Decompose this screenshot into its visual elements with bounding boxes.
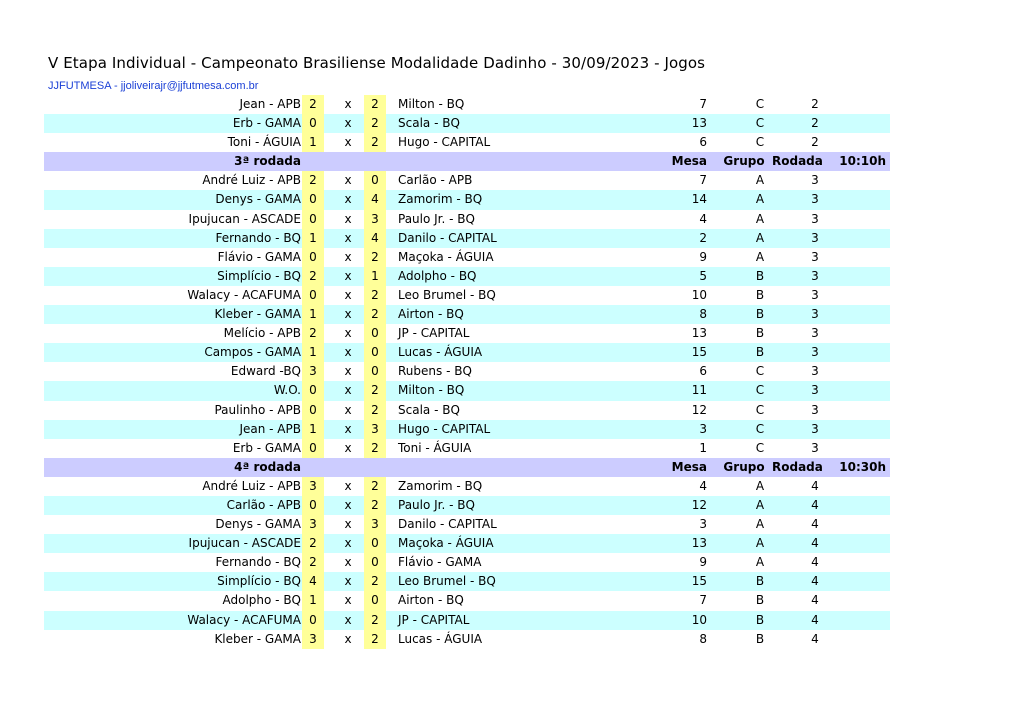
- player1-name: Melício - APB: [223, 326, 301, 341]
- match-row: [44, 133, 890, 152]
- player2-name: Maçoka - ÁGUIA: [398, 536, 494, 551]
- versus-mark: x: [344, 497, 352, 512]
- score1: 2: [302, 171, 324, 190]
- versus-mark: x: [344, 612, 352, 627]
- rodada-number: 3: [811, 230, 819, 245]
- player2-name: Flávio - GAMA: [398, 555, 482, 570]
- rodada-number: 3: [811, 173, 819, 188]
- score2: 2: [364, 133, 386, 152]
- mesa-number: 12: [691, 402, 707, 417]
- player2-name: Adolpho - BQ: [398, 268, 477, 283]
- mesa-number: 12: [691, 497, 707, 512]
- score1: 0: [302, 401, 324, 420]
- mesa-number: 7: [699, 173, 707, 188]
- match-row: [44, 343, 890, 362]
- versus-mark: x: [344, 192, 352, 207]
- player1-name: Toni - ÁGUIA: [227, 135, 301, 150]
- score2: 0: [364, 534, 386, 553]
- versus-mark: x: [344, 287, 352, 302]
- versus-mark: x: [344, 440, 352, 455]
- score2: 4: [364, 229, 386, 248]
- match-row: [44, 381, 890, 400]
- score2: 2: [364, 477, 386, 496]
- player2-name: Paulo Jr. - BQ: [398, 497, 475, 512]
- match-row: [44, 171, 890, 190]
- match-row: [44, 572, 890, 591]
- score2: 0: [364, 553, 386, 572]
- mesa-number: 3: [699, 421, 707, 436]
- player1-name: Adolpho - BQ: [222, 593, 301, 608]
- score2: 2: [364, 496, 386, 515]
- mesa-number: 11: [691, 383, 707, 398]
- grupo-letter: B: [755, 612, 765, 627]
- grupo-letter: C: [755, 364, 765, 379]
- mesa-number: 9: [699, 249, 707, 264]
- grupo-letter: A: [755, 192, 765, 207]
- player2-name: Zamorim - BQ: [398, 478, 483, 493]
- match-row: [44, 496, 890, 515]
- mesa-number: 13: [691, 326, 707, 341]
- rodada-number: 3: [811, 345, 819, 360]
- versus-mark: x: [344, 517, 352, 532]
- match-row: [44, 477, 890, 496]
- player1-name: W.O.: [273, 383, 301, 398]
- score2: 0: [364, 591, 386, 610]
- score2: 4: [364, 190, 386, 209]
- player1-name: André Luiz - APB: [202, 478, 301, 493]
- player2-name: Airton - BQ: [398, 593, 464, 608]
- score2: 3: [364, 210, 386, 229]
- rodada-header: Rodada: [772, 459, 823, 474]
- mesa-number: 14: [691, 192, 707, 207]
- player2-name: Scala - BQ: [398, 116, 460, 131]
- document-title: V Etapa Individual - Campeonato Brasiliense Modalidade Dadinho - 30/09/2023 - Jogos: [48, 54, 706, 72]
- versus-mark: x: [344, 593, 352, 608]
- match-row: [44, 362, 890, 381]
- mesa-number: 10: [691, 612, 707, 627]
- player2-name: Toni - ÁGUIA: [398, 440, 472, 455]
- versus-mark: x: [344, 631, 352, 646]
- score1: 0: [302, 439, 324, 458]
- score2: 0: [364, 171, 386, 190]
- score1: 2: [302, 534, 324, 553]
- rodada-number: 2: [811, 97, 819, 111]
- score2: 2: [364, 114, 386, 133]
- match-row: [44, 286, 890, 305]
- score2: 0: [364, 324, 386, 343]
- versus-mark: x: [344, 268, 352, 283]
- score1: 3: [302, 477, 324, 496]
- rodada-number: 4: [811, 536, 819, 551]
- player2-name: Milton - BQ: [398, 383, 465, 398]
- player1-name: Kleber - GAMA: [214, 631, 301, 646]
- versus-mark: x: [344, 307, 352, 322]
- grupo-letter: B: [755, 345, 765, 360]
- round-time: 10:30h: [839, 459, 886, 474]
- match-row: [44, 611, 890, 630]
- grupo-letter: A: [755, 536, 765, 551]
- mesa-number: 13: [691, 116, 707, 131]
- player1-name: Edward -BQ: [230, 364, 301, 379]
- player1-name: Paulinho - APB: [214, 402, 301, 417]
- player2-name: Lucas - ÁGUIA: [398, 631, 483, 646]
- rodada-number: 3: [811, 402, 819, 417]
- rodada-number: 3: [811, 421, 819, 436]
- mesa-number: 9: [699, 555, 707, 570]
- round-header: [44, 458, 890, 477]
- mesa-header: Mesa: [671, 154, 707, 169]
- player1-name: Fernando - BQ: [215, 230, 301, 245]
- rodada-number: 3: [811, 440, 819, 455]
- mesa-number: 2: [699, 230, 707, 245]
- rodada-number: 4: [811, 612, 819, 627]
- score2: 3: [364, 420, 386, 439]
- score1: 0: [302, 210, 324, 229]
- score1: 1: [302, 229, 324, 248]
- mesa-number: 15: [691, 574, 707, 589]
- rodada-number: 3: [811, 364, 819, 379]
- score2: 3: [364, 515, 386, 534]
- score2: 2: [364, 611, 386, 630]
- rodada-number: 4: [811, 555, 819, 570]
- score2: 2: [364, 381, 386, 400]
- versus-mark: x: [344, 173, 352, 188]
- rodada-header: Rodada: [772, 154, 823, 169]
- player2-name: JP - CAPITAL: [398, 326, 470, 341]
- versus-mark: x: [344, 135, 352, 150]
- rodada-number: 3: [811, 307, 819, 322]
- grupo-header: Grupo: [723, 459, 765, 474]
- rodada-number: 3: [811, 211, 819, 226]
- grupo-letter: B: [755, 307, 765, 322]
- grupo-header: Grupo: [723, 154, 765, 169]
- mesa-number: 5: [699, 268, 707, 283]
- match-row: [44, 420, 890, 439]
- grupo-letter: A: [755, 555, 765, 570]
- rodada-number: 3: [811, 287, 819, 302]
- rodada-number: 4: [811, 517, 819, 532]
- score2: 2: [364, 286, 386, 305]
- rodada-number: 3: [811, 192, 819, 207]
- score1: 3: [302, 515, 324, 534]
- score1: 1: [302, 133, 324, 152]
- mesa-number: 3: [699, 517, 707, 532]
- versus-mark: x: [344, 402, 352, 417]
- match-row: [44, 95, 890, 114]
- score1: 0: [302, 248, 324, 267]
- mesa-number: 4: [699, 478, 707, 493]
- player1-name: Jean - APB: [239, 421, 301, 436]
- score1: 0: [302, 286, 324, 305]
- player1-name: Flávio - GAMA: [217, 249, 301, 264]
- mesa-number: 8: [699, 631, 707, 646]
- match-row: [44, 114, 890, 133]
- player1-name: Fernando - BQ: [215, 555, 301, 570]
- player2-name: Danilo - CAPITAL: [398, 230, 497, 245]
- mesa-number: 13: [691, 536, 707, 551]
- player1-name: Denys - GAMA: [215, 517, 301, 532]
- versus-mark: x: [344, 555, 352, 570]
- mesa-number: 10: [691, 287, 707, 302]
- player2-name: Zamorim - BQ: [398, 192, 483, 207]
- mesa-number: 1: [699, 440, 707, 455]
- score1: 2: [302, 324, 324, 343]
- grupo-letter: A: [755, 517, 765, 532]
- match-row: [44, 534, 890, 553]
- score1: 0: [302, 190, 324, 209]
- site-contact: JJFUTMESA - jjoliveirajr@jjfutmesa.com.br: [48, 80, 259, 92]
- score2: 2: [364, 630, 386, 649]
- player2-name: Maçoka - ÁGUIA: [398, 249, 494, 264]
- match-row: [44, 553, 890, 572]
- rodada-number: 2: [811, 116, 819, 131]
- player2-name: Lucas - ÁGUIA: [398, 345, 483, 360]
- match-row: [44, 401, 890, 420]
- grupo-letter: A: [755, 211, 765, 226]
- mesa-header: Mesa: [671, 459, 707, 474]
- versus-mark: x: [344, 116, 352, 131]
- rodada-number: 4: [811, 574, 819, 589]
- grupo-letter: C: [755, 440, 765, 455]
- player2-name: Carlão - APB: [398, 173, 473, 188]
- player1-name: Carlão - APB: [226, 497, 301, 512]
- match-row: [44, 439, 890, 458]
- score2: 2: [364, 305, 386, 324]
- grupo-letter: B: [755, 268, 765, 283]
- player1-name: André Luiz - APB: [202, 173, 301, 188]
- versus-mark: x: [344, 383, 352, 398]
- grupo-letter: C: [755, 402, 765, 417]
- versus-mark: x: [344, 97, 352, 111]
- score2: 2: [364, 439, 386, 458]
- player2-name: Hugo - CAPITAL: [398, 421, 491, 436]
- score1: 1: [302, 420, 324, 439]
- match-row: [44, 210, 890, 229]
- mesa-number: 7: [699, 97, 707, 111]
- rodada-number: 4: [811, 631, 819, 646]
- player1-name: Erb - GAMA: [232, 440, 301, 455]
- match-row: [44, 305, 890, 324]
- player1-name: Simplício - BQ: [217, 268, 301, 283]
- grupo-letter: B: [755, 574, 765, 589]
- mesa-number: 15: [691, 345, 707, 360]
- grupo-letter: A: [755, 173, 765, 188]
- grupo-letter: A: [755, 478, 765, 493]
- score2: 2: [364, 95, 386, 114]
- versus-mark: x: [344, 421, 352, 436]
- grupo-letter: C: [755, 421, 765, 436]
- score2: 1: [364, 267, 386, 286]
- mesa-number: 6: [699, 364, 707, 379]
- mesa-number: 8: [699, 307, 707, 322]
- player2-name: Paulo Jr. - BQ: [398, 211, 475, 226]
- mesa-number: 7: [699, 593, 707, 608]
- versus-mark: x: [344, 326, 352, 341]
- versus-mark: x: [344, 536, 352, 551]
- player1-name: Jean - APB: [239, 97, 301, 111]
- rodada-number: 3: [811, 268, 819, 283]
- rodada-number: 2: [811, 135, 819, 150]
- player2-name: Rubens - BQ: [398, 364, 472, 379]
- player2-name: JP - CAPITAL: [398, 612, 470, 627]
- score1: 0: [302, 381, 324, 400]
- score1: 0: [302, 496, 324, 515]
- rodada-number: 4: [811, 497, 819, 512]
- score1: 1: [302, 305, 324, 324]
- player2-name: Airton - BQ: [398, 307, 464, 322]
- score1: 2: [302, 553, 324, 572]
- grupo-letter: B: [755, 287, 765, 302]
- match-row: [44, 324, 890, 343]
- versus-mark: x: [344, 478, 352, 493]
- score1: 1: [302, 591, 324, 610]
- versus-mark: x: [344, 211, 352, 226]
- score2: 0: [364, 343, 386, 362]
- match-row: [44, 515, 890, 534]
- player2-name: Leo Brumel - BQ: [398, 287, 496, 302]
- mesa-number: 6: [699, 135, 707, 150]
- score2: 2: [364, 248, 386, 267]
- grupo-letter: A: [755, 230, 765, 245]
- score1: 0: [302, 114, 324, 133]
- player2-name: Leo Brumel - BQ: [398, 574, 496, 589]
- score1: 3: [302, 362, 324, 381]
- match-row: [44, 229, 890, 248]
- round-label: 4ª rodada: [234, 459, 301, 474]
- rodada-number: 3: [811, 249, 819, 264]
- player1-name: Erb - GAMA: [232, 116, 301, 131]
- grupo-letter: B: [755, 326, 765, 341]
- rodada-number: 3: [811, 326, 819, 341]
- versus-mark: x: [344, 574, 352, 589]
- score2: 0: [364, 362, 386, 381]
- match-row: [44, 190, 890, 209]
- match-row: [44, 630, 890, 649]
- score1: 4: [302, 572, 324, 591]
- player1-name: Campos - GAMA: [204, 345, 301, 360]
- match-row: [44, 248, 890, 267]
- rodada-number: 3: [811, 383, 819, 398]
- score2: 2: [364, 401, 386, 420]
- rodada-number: 4: [811, 478, 819, 493]
- score1: 1: [302, 343, 324, 362]
- score1: 3: [302, 630, 324, 649]
- match-row: [44, 267, 890, 286]
- versus-mark: x: [344, 345, 352, 360]
- player1-name: Ipujucan - ASCADE: [188, 536, 301, 551]
- games-table: [44, 95, 890, 649]
- grupo-letter: C: [755, 116, 765, 131]
- grupo-letter: C: [755, 383, 765, 398]
- score1: 2: [302, 267, 324, 286]
- player2-name: Danilo - CAPITAL: [398, 517, 497, 532]
- grupo-letter: C: [755, 97, 765, 111]
- mesa-number: 4: [699, 211, 707, 226]
- score2: 2: [364, 572, 386, 591]
- score1: 2: [302, 95, 324, 114]
- grupo-letter: B: [755, 593, 765, 608]
- score1: 0: [302, 611, 324, 630]
- player1-name: Denys - GAMA: [215, 192, 301, 207]
- rodada-number: 4: [811, 593, 819, 608]
- match-row: [44, 591, 890, 610]
- grupo-letter: B: [755, 631, 765, 646]
- player1-name: Ipujucan - ASCADE: [188, 211, 301, 226]
- player1-name: Walacy - ACAFUMA: [187, 287, 301, 302]
- player1-name: Walacy - ACAFUMA: [187, 612, 301, 627]
- player2-name: Hugo - CAPITAL: [398, 135, 491, 150]
- player1-name: Kleber - GAMA: [214, 307, 301, 322]
- player2-name: Scala - BQ: [398, 402, 460, 417]
- versus-mark: x: [344, 249, 352, 264]
- grupo-letter: C: [755, 135, 765, 150]
- versus-mark: x: [344, 364, 352, 379]
- round-header: [44, 152, 890, 171]
- grupo-letter: A: [755, 497, 765, 512]
- player2-name: Milton - BQ: [398, 97, 465, 111]
- player1-name: Simplício - BQ: [217, 574, 301, 589]
- versus-mark: x: [344, 230, 352, 245]
- grupo-letter: A: [755, 249, 765, 264]
- round-label: 3ª rodada: [234, 154, 301, 169]
- round-time: 10:10h: [839, 154, 886, 169]
